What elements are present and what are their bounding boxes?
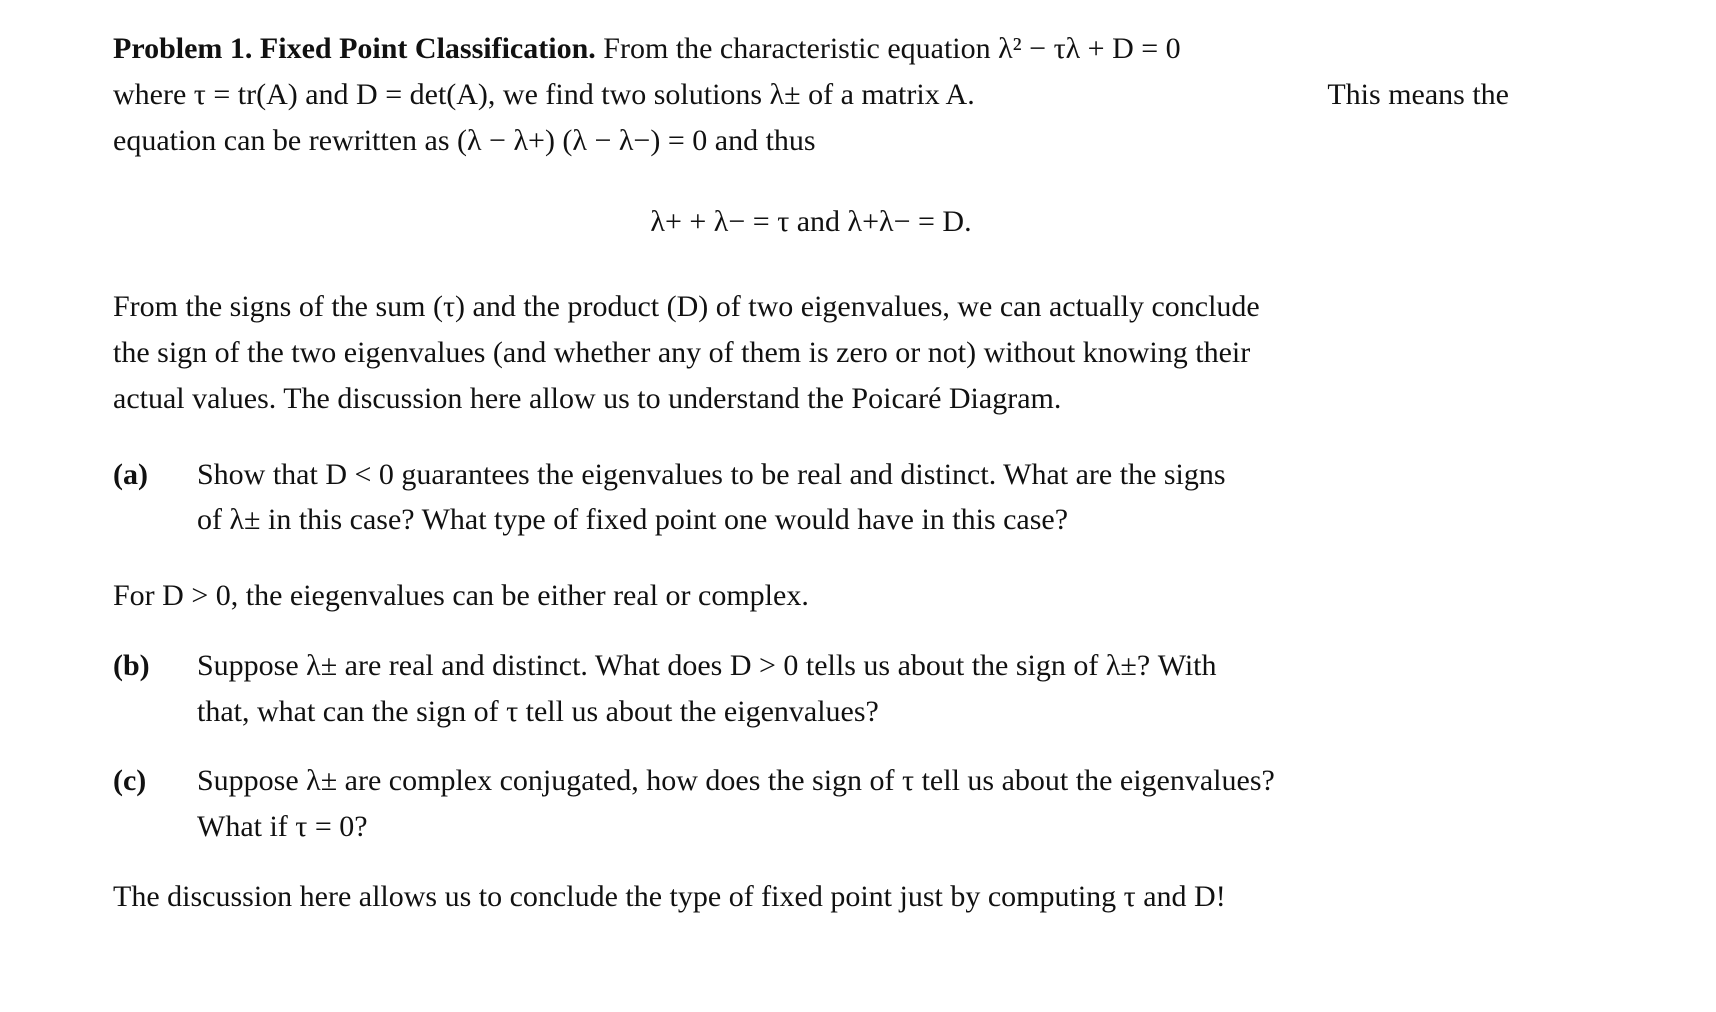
- problem-intro-line-2: [113, 80, 1509, 110]
- between-text: For D > 0, the eiegenvalues can be either real or complex.: [113, 579, 809, 612]
- intro-text-2b: This means the: [1327, 78, 1509, 111]
- problem-intro-line-3: equation can be rewritten as (λ − λ+) (λ − λ−) = 0 and thus: [113, 124, 816, 157]
- part-c-line-2: What if τ = 0?: [197, 810, 368, 843]
- display-equation: λ+ + λ− = τ and λ+λ− = D.: [650, 205, 972, 238]
- paragraph-2-line-1: From the signs of the sum (τ) and the product (D) of two eigenvalues, we can actually conclude: [113, 290, 1260, 323]
- part-a-line-2: of λ± in this case? What type of fixed point one would have in this case?: [197, 503, 1069, 536]
- part-b-line-2: that, what can the sign of τ tell us about the eigenvalues?: [197, 695, 879, 728]
- part-c-label: (c): [113, 764, 147, 797]
- part-b-label: (b): [113, 649, 150, 682]
- problem-heading: Problem 1. Fixed Point Classification.: [113, 32, 596, 65]
- part-b-line-1: Suppose λ± are real and distinct. What does D > 0 tells us about the sign of λ±? With: [197, 649, 1217, 682]
- intro-text-1: From the characteristic equation λ² − τλ + D = 0: [603, 32, 1181, 65]
- part-a-line-1: Show that D < 0 guarantees the eigenvalues to be real and distinct. What are the signs: [197, 458, 1226, 491]
- problem-intro-line-1: [113, 34, 1181, 64]
- paragraph-2-line-3: actual values. The discussion here allow us to understand the Poicaré Diagram.: [113, 382, 1062, 415]
- part-a-label: (a): [113, 458, 148, 491]
- part-c-line-1: Suppose λ± are complex conjugated, how does the sign of τ tell us about the eigenvalues?: [197, 764, 1275, 797]
- closing-text: The discussion here allows us to conclude the type of fixed point just by computing τ and D!: [113, 880, 1226, 913]
- paragraph-2-line-2: the sign of the two eigenvalues (and whether any of them is zero or not) without knowing their: [113, 336, 1251, 369]
- intro-text-2a: where τ = tr(A) and D = det(A), we find two solutions λ± of a matrix A.: [113, 78, 975, 111]
